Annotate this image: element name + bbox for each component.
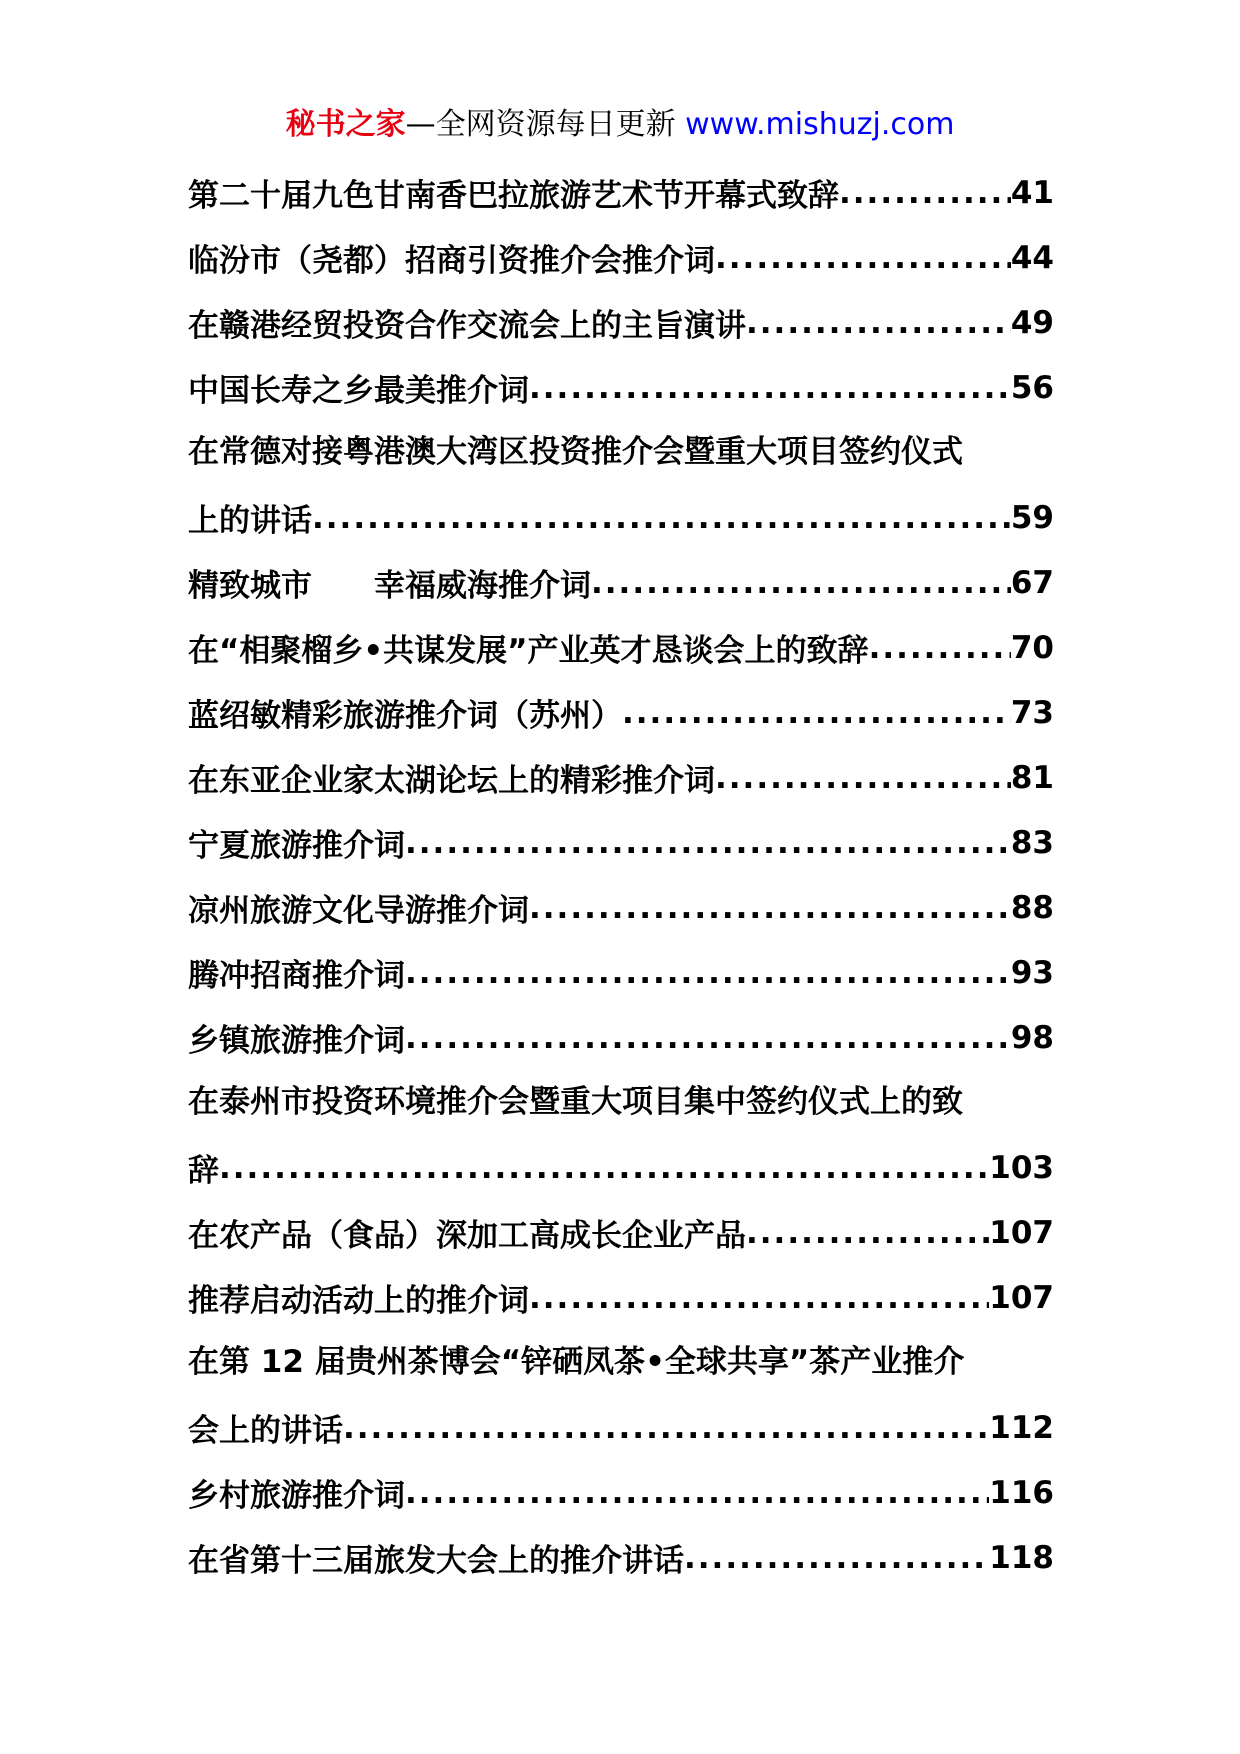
toc-leader-dots xyxy=(746,1215,989,1251)
toc-entry-title: 在“相聚榴乡•共谋发展”产业英才恳谈会上的致辞 xyxy=(188,633,869,669)
toc-entry-title: 腾冲招商推介词 xyxy=(188,958,405,994)
toc-leader-dots xyxy=(312,500,1011,536)
brand-name: 秘书之家 xyxy=(285,107,406,142)
toc-page-number: 56 xyxy=(1010,369,1054,406)
toc-entry-title: 推荐启动活动上的推介词 xyxy=(188,1283,529,1319)
toc-entry[interactable] xyxy=(188,875,1054,940)
toc-entry-title: 在省第十三届旅发大会上的推介讲话 xyxy=(188,1543,684,1579)
toc-entry-title: 第二十届九色甘南香巴拉旅游艺术节开幕式致辞 xyxy=(188,178,839,214)
toc-page-number: 103 xyxy=(989,1149,1054,1186)
toc-entry[interactable] xyxy=(188,355,1054,420)
toc-page-number: 81 xyxy=(1010,759,1054,796)
toc-entry[interactable] xyxy=(188,1460,1054,1525)
toc-entry[interactable] xyxy=(188,810,1054,875)
toc-leader-dots xyxy=(591,565,1011,601)
page-header xyxy=(0,103,1240,147)
toc-entry[interactable] xyxy=(188,1005,1054,1070)
toc-entry[interactable] xyxy=(188,225,1054,290)
toc-entry-title: 蓝绍敏精彩旅游推介词（苏州） xyxy=(188,698,622,734)
toc-entry-title: 辞 xyxy=(188,1153,219,1189)
toc-leader-dots xyxy=(529,370,1011,406)
toc-entry-title: 会上的讲话 xyxy=(188,1413,343,1449)
toc-leader-dots xyxy=(405,1020,1011,1056)
toc-leader-dots xyxy=(405,955,1011,991)
toc-leader-dots xyxy=(869,630,1011,666)
toc-entry-title: 中国长寿之乡最美推介词 xyxy=(188,373,529,409)
toc-entry-title: 乡村旅游推介词 xyxy=(188,1478,405,1514)
toc-page-number: 116 xyxy=(989,1474,1054,1511)
toc-entry[interactable] xyxy=(188,940,1054,1005)
toc-entry[interactable] xyxy=(188,680,1054,745)
toc-entry[interactable] xyxy=(188,160,1054,225)
toc-leader-dots xyxy=(529,890,1011,926)
toc-entry-title-line1: 在第 12 届贵州茶博会“锌硒凤茶•全球共享”茶产业推介 xyxy=(188,1344,965,1380)
toc-entry-title: 宁夏旅游推介词 xyxy=(188,828,405,864)
toc-leader-dots xyxy=(715,240,1011,276)
toc-page-number: 73 xyxy=(1010,694,1054,731)
toc-entry[interactable] xyxy=(188,290,1054,355)
toc-entry-title: 凉州旅游文化导游推介词 xyxy=(188,893,529,929)
header-tagline: —全网资源每日更新 xyxy=(405,107,686,142)
toc-page-number: 49 xyxy=(1010,304,1054,341)
toc-leader-dots xyxy=(529,1280,989,1316)
toc-entry-title: 在东亚企业家太湖论坛上的精彩推介词 xyxy=(188,763,715,799)
toc-entry[interactable] xyxy=(188,1135,1054,1200)
toc-entry[interactable] xyxy=(188,1200,1054,1265)
toc-page-number: 44 xyxy=(1010,239,1054,276)
toc-leader-dots xyxy=(746,305,1011,341)
toc-page-number: 98 xyxy=(1010,1019,1054,1056)
toc-entry[interactable] xyxy=(188,745,1054,810)
toc-page-number: 112 xyxy=(989,1409,1054,1446)
toc-page-number: 41 xyxy=(1010,174,1054,211)
toc-entry-title: 在农产品（食品）深加工高成长企业产品 xyxy=(188,1218,746,1254)
toc-page-number: 59 xyxy=(1010,499,1054,536)
toc-entry[interactable] xyxy=(188,485,1054,550)
toc-leader-dots xyxy=(405,1475,989,1511)
toc-entry-title: 上的讲话 xyxy=(188,503,312,539)
toc-entry-first-line[interactable] xyxy=(188,1330,1054,1395)
toc-leader-dots xyxy=(405,825,1011,861)
toc-entry-title: 乡镇旅游推介词 xyxy=(188,1023,405,1059)
toc-page-number: 118 xyxy=(989,1539,1054,1576)
toc-entry[interactable] xyxy=(188,1395,1054,1460)
toc-entry[interactable] xyxy=(188,615,1054,680)
toc-entry-title-line1: 在泰州市投资环境推介会暨重大项目集中签约仪式上的致 xyxy=(188,1084,963,1120)
toc-page-number: 70 xyxy=(1010,629,1054,666)
toc-page-number: 107 xyxy=(989,1279,1054,1316)
toc-leader-dots xyxy=(715,760,1011,796)
toc-leader-dots xyxy=(684,1540,989,1576)
toc-page-number: 83 xyxy=(1010,824,1054,861)
toc-page-number: 67 xyxy=(1010,564,1054,601)
toc-page-number: 88 xyxy=(1010,889,1054,926)
toc-leader-dots xyxy=(622,695,1011,731)
toc-page-number: 93 xyxy=(1010,954,1054,991)
toc-leader-dots xyxy=(839,175,1011,211)
table-of-contents xyxy=(188,160,1054,1590)
toc-leader-dots xyxy=(343,1410,989,1446)
toc-entry-title: 在赣港经贸投资合作交流会上的主旨演讲 xyxy=(188,308,746,344)
website-link[interactable]: www.mishuzj.com xyxy=(685,107,955,142)
toc-entry-title-line1: 在常德对接粤港澳大湾区投资推介会暨重大项目签约仪式 xyxy=(188,434,963,470)
toc-entry-first-line[interactable] xyxy=(188,420,1054,485)
toc-entry-first-line[interactable] xyxy=(188,1070,1054,1135)
toc-entry-title: 临汾市（尧都）招商引资推介会推介词 xyxy=(188,243,715,279)
toc-entry[interactable] xyxy=(188,1265,1054,1330)
toc-entry[interactable] xyxy=(188,1525,1054,1590)
toc-page-number: 107 xyxy=(989,1214,1054,1251)
toc-entry-title: 精致城市 幸福威海推介词 xyxy=(188,568,591,604)
toc-entry[interactable] xyxy=(188,550,1054,615)
toc-leader-dots xyxy=(219,1150,989,1186)
